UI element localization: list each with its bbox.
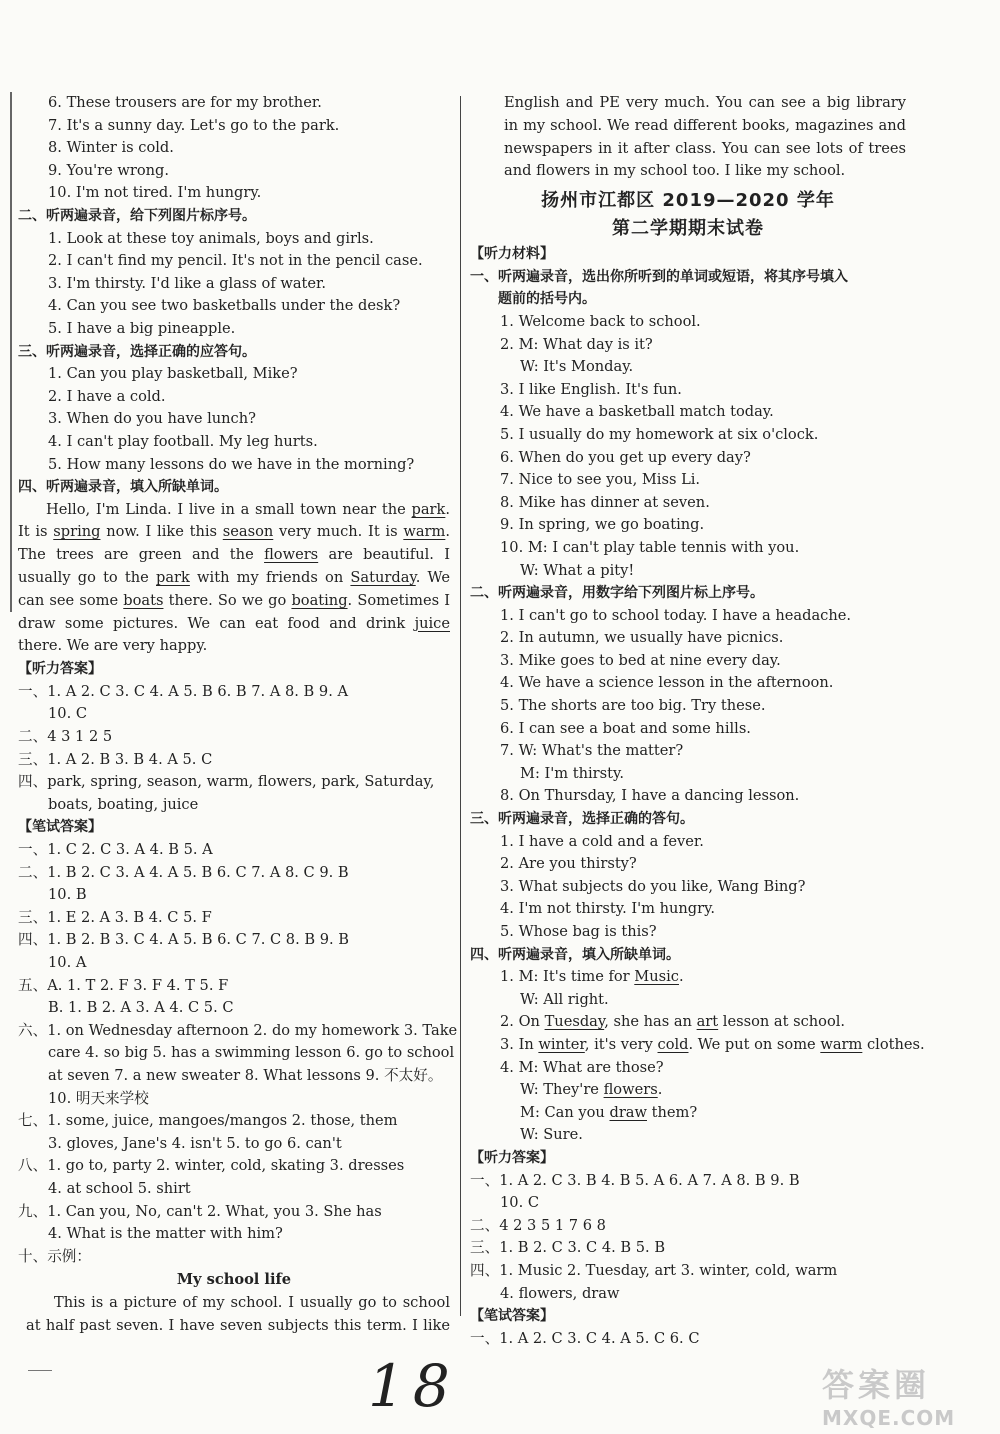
text-line: 4. We have a science lesson in the afternoon. xyxy=(500,674,834,692)
text-line: 5. I usually do my homework at six o'clock. xyxy=(500,425,819,443)
text-line: M: I'm thirsty. xyxy=(520,764,624,782)
answer-word: park xyxy=(411,500,446,518)
answer-word: season xyxy=(222,523,274,541)
answer-line: 一、1. C 2. C 3. A 4. B 5. A xyxy=(18,841,213,859)
text-line: 1. Welcome back to school. xyxy=(500,312,701,330)
footer-dash xyxy=(28,1370,52,1371)
text-line: 4. M: What are those? xyxy=(500,1058,664,1076)
text-line: 8. Mike has dinner at seven. xyxy=(500,493,710,511)
answer-word: flowers xyxy=(603,1081,658,1099)
section-heading: 一、听两遍录音，选出你所听到的单词或短语，将其序号填入 xyxy=(470,268,848,285)
text-line: 3. When do you have lunch? xyxy=(48,410,256,428)
fill-passage: Hello, I'm Linda. I live in a small town near the park. It is spring now. I like this season very much. It is warm. The trees are green and the flowers are beautiful. I usually go to the park with my friends on Saturday. We can see some boats there. So we go boating. Sometimes I draw some pictures. We can eat food and drink juice there. We are very happy. xyxy=(18,500,451,655)
exam-subtitle: 第二学期期末试卷 xyxy=(612,218,764,240)
answer-line: 4. at school 5. shirt xyxy=(48,1179,191,1197)
text-line: 10. I'm not tired. I'm hungry. xyxy=(48,184,262,202)
answer-line: B. 1. B 2. A 3. A 4. C 5. C xyxy=(48,999,234,1017)
text-line: 3. I'm thirsty. I'd like a glass of water. xyxy=(48,274,327,292)
section-heading: 二、听两遍录音，用数字给下列图片标上序号。 xyxy=(470,585,764,602)
watermark-url: MXQE.COM xyxy=(822,1406,956,1430)
text-line: 2. Are you thirsty? xyxy=(500,855,637,873)
answer-line: 四、1. B 2. B 3. C 4. A 5. B 6. C 7. C 8. B 9. B xyxy=(18,931,350,949)
answer-word: spring xyxy=(53,523,101,541)
text-line: 6. I can see a boat and some hills. xyxy=(500,719,751,737)
text-line: 8. Winter is cold. xyxy=(48,139,174,157)
text-line: 5. How many lessons do we have in the morning? xyxy=(48,455,415,473)
answer-word: draw xyxy=(609,1103,647,1121)
watermark-text: 答案圈 xyxy=(822,1366,931,1404)
answer-line: 4. What is the matter with him? xyxy=(48,1225,283,1243)
answer-line: 一、1. A 2. C 3. B 4. B 5. A 6. A 7. A 8. B 9. B xyxy=(470,1171,800,1189)
answer-line: 3. gloves, Jane's 4. isn't 5. to go 6. can't xyxy=(48,1134,342,1152)
answer-word: boating xyxy=(291,591,348,609)
answer-line: care 4. so big 5. has a swimming lesson 6. go to school xyxy=(48,1044,455,1062)
text-line: 5. I have a big pineapple. xyxy=(48,319,236,337)
answer-line: 一、1. A 2. C 3. C 4. A 5. B 6. B 7. A 8. B 9. A xyxy=(18,682,349,700)
text-line: 7. It's a sunny day. Let's go to the park. xyxy=(48,116,340,134)
text-line: 9. You're wrong. xyxy=(48,161,170,179)
text-line: W: They're flowers. xyxy=(520,1081,663,1099)
answer-word: boats xyxy=(123,591,164,609)
section-heading: 二、听两遍录音，给下列图片标序号。 xyxy=(18,207,256,224)
answer-line: 10. A xyxy=(48,953,87,971)
text-line: 10. M: I can't play table tennis with you. xyxy=(500,538,800,556)
section-heading: 三、听两遍录音，选择正确的答句。 xyxy=(470,811,694,828)
answer-heading: 【听力答案】 xyxy=(18,661,102,678)
answer-word: flowers xyxy=(264,546,319,564)
text-line: 3. What subjects do you like, Wang Bing? xyxy=(500,877,806,895)
text-line: 5. The shorts are too big. Try these. xyxy=(500,697,766,715)
section-heading: 四、听两遍录音，填入所缺单词。 xyxy=(18,479,228,496)
text-line: 1. Look at these toy animals, boys and girls. xyxy=(48,229,374,247)
answer-line: boats, boating, juice xyxy=(48,795,199,813)
answer-line: 二、4 2 3 5 1 7 6 8 xyxy=(470,1216,606,1234)
text-line: 1. I can't go to school today. I have a headache. xyxy=(500,606,852,624)
answer-line: 七、1. some, juice, mangoes/mangos 2. those, them xyxy=(18,1112,398,1130)
text-line: 1. I have a cold and a fever. xyxy=(500,832,704,850)
answer-word: Tuesday xyxy=(544,1013,605,1031)
text-line: 3. In winter, it's very cold. We put on some warm clothes. xyxy=(500,1035,925,1053)
essay-continued: English and PE very much. You can see a big library in my school. We read different books, magazines and newspapers in it after class. You can see lots of trees and flowers in my school too. I like my school. xyxy=(504,94,906,180)
answer-heading: 【听力答案】 xyxy=(470,1149,554,1166)
material-heading: 【听力材料】 xyxy=(470,246,554,263)
text-line: 2. M: What day is it? xyxy=(500,335,653,353)
left-column xyxy=(18,92,458,1338)
answer-heading: 【笔试答案】 xyxy=(470,1308,554,1325)
answer-word: winter xyxy=(538,1035,585,1053)
text-line: 7. W: What's the matter? xyxy=(500,742,684,760)
answer-line: 二、1. B 2. C 3. A 4. A 5. B 6. C 7. A 8. C 9. B xyxy=(18,863,349,881)
text-line: M: Can you draw them? xyxy=(520,1103,698,1121)
answer-line: 三、1. A 2. B 3. B 4. A 5. C xyxy=(18,750,213,768)
text-line: 5. Whose bag is this? xyxy=(500,923,657,940)
answer-line: at seven 7. a new sweater 8. What lessons 9. 不太好。 xyxy=(48,1066,443,1084)
watermark-logo xyxy=(822,1360,992,1430)
answer-line: 一、1. A 2. C 3. C 4. A 5. C 6. C xyxy=(470,1329,700,1347)
text-line: 4. I can't play football. My leg hurts. xyxy=(48,432,318,450)
text-line: W: It's Monday. xyxy=(520,358,634,376)
text-line: 7. Nice to see you, Miss Li. xyxy=(500,471,701,489)
text-line: 2. On Tuesday, she has an art lesson at school. xyxy=(500,1013,846,1031)
text-line: W: What a pity! xyxy=(520,561,635,579)
text-line: 1. Can you play basketball, Mike? xyxy=(48,365,298,383)
answer-line: 三、1. E 2. A 3. B 4. C 5. F xyxy=(18,908,212,926)
answer-word: art xyxy=(696,1013,719,1031)
answer-line: 四、1. Music 2. Tuesday, art 3. winter, cold, warm xyxy=(470,1261,838,1279)
column-divider xyxy=(460,96,461,1316)
answer-word: warm xyxy=(403,523,446,541)
section-heading: 四、听两遍录音，填入所缺单词。 xyxy=(470,946,680,963)
text-line: W: Sure. xyxy=(520,1126,583,1144)
text-line: 6. When do you get up every day? xyxy=(500,448,751,466)
binding-bar xyxy=(10,92,12,612)
answer-line: 10. C xyxy=(48,705,88,723)
text-line: 4. Can you see two basketballs under the desk? xyxy=(48,297,401,315)
answer-word: juice xyxy=(414,614,450,632)
text-line: 2. I can't find my pencil. It's not in the pencil case. xyxy=(48,252,423,270)
text-line: 1. M: It's time for Music. xyxy=(500,968,684,986)
section-heading: 题前的括号内。 xyxy=(498,291,596,308)
answer-line: 六、1. on Wednesday afternoon 2. do my homework 3. Take xyxy=(18,1021,458,1039)
answer-line: 4. flowers, draw xyxy=(500,1284,620,1302)
page-number: 18 xyxy=(368,1352,458,1420)
answer-line: 九、1. Can you, No, can't 2. What, you 3. She has xyxy=(18,1202,382,1220)
text-line: 4. We have a basketball match today. xyxy=(500,403,774,421)
answer-word: cold xyxy=(657,1035,689,1053)
answer-line: 八、1. go to, party 2. winter, cold, skating 3. dresses xyxy=(18,1157,405,1175)
text-line: 2. I have a cold. xyxy=(48,387,166,405)
text-line: W: All right. xyxy=(520,990,609,1008)
answer-word: Music xyxy=(634,968,679,986)
text-line: 3. Mike goes to bed at nine every day. xyxy=(500,651,781,669)
answer-line: 四、park, spring, season, warm, flowers, park, Saturday, xyxy=(18,773,435,791)
exam-title: 扬州市江都区 2019—2020 学年 xyxy=(541,190,835,212)
text-line: 6. These trousers are for my brother. xyxy=(48,94,322,111)
section-heading: 三、听两遍录音，选择正确的应答句。 xyxy=(18,343,256,360)
right-column xyxy=(470,92,925,1350)
answer-line: 三、1. B 2. C 3. C 4. B 5. B xyxy=(470,1239,666,1257)
text-line: 3. I like English. It's fun. xyxy=(500,380,682,398)
answer-word: park xyxy=(156,569,190,587)
answer-line: 五、A. 1. T 2. F 3. F 4. T 5. F xyxy=(18,976,229,994)
text-line: 8. On Thursday, I have a dancing lesson. xyxy=(500,787,800,805)
text-line: 4. I'm not thirsty. I'm hungry. xyxy=(500,900,716,918)
essay-title: My school life xyxy=(176,1271,292,1289)
answer-heading: 【笔试答案】 xyxy=(18,819,102,836)
answer-word: warm xyxy=(820,1035,863,1053)
answer-line: 二、4 3 1 2 5 xyxy=(18,728,113,746)
answer-line: 10. C xyxy=(500,1194,540,1212)
text-line: 9. In spring, we go boating. xyxy=(500,516,705,534)
answer-line: 10. 明天来学校 xyxy=(48,1089,149,1107)
answer-line: 10. B xyxy=(48,886,87,904)
essay-text: This is a picture of my school. I usually go to school at half past seven. I have seven subjects this term. I like xyxy=(26,1294,450,1335)
answer-word: Saturday xyxy=(350,569,416,587)
answer-line: 十、示例： xyxy=(18,1247,91,1265)
text-line: 2. In autumn, we usually have picnics. xyxy=(500,629,784,647)
